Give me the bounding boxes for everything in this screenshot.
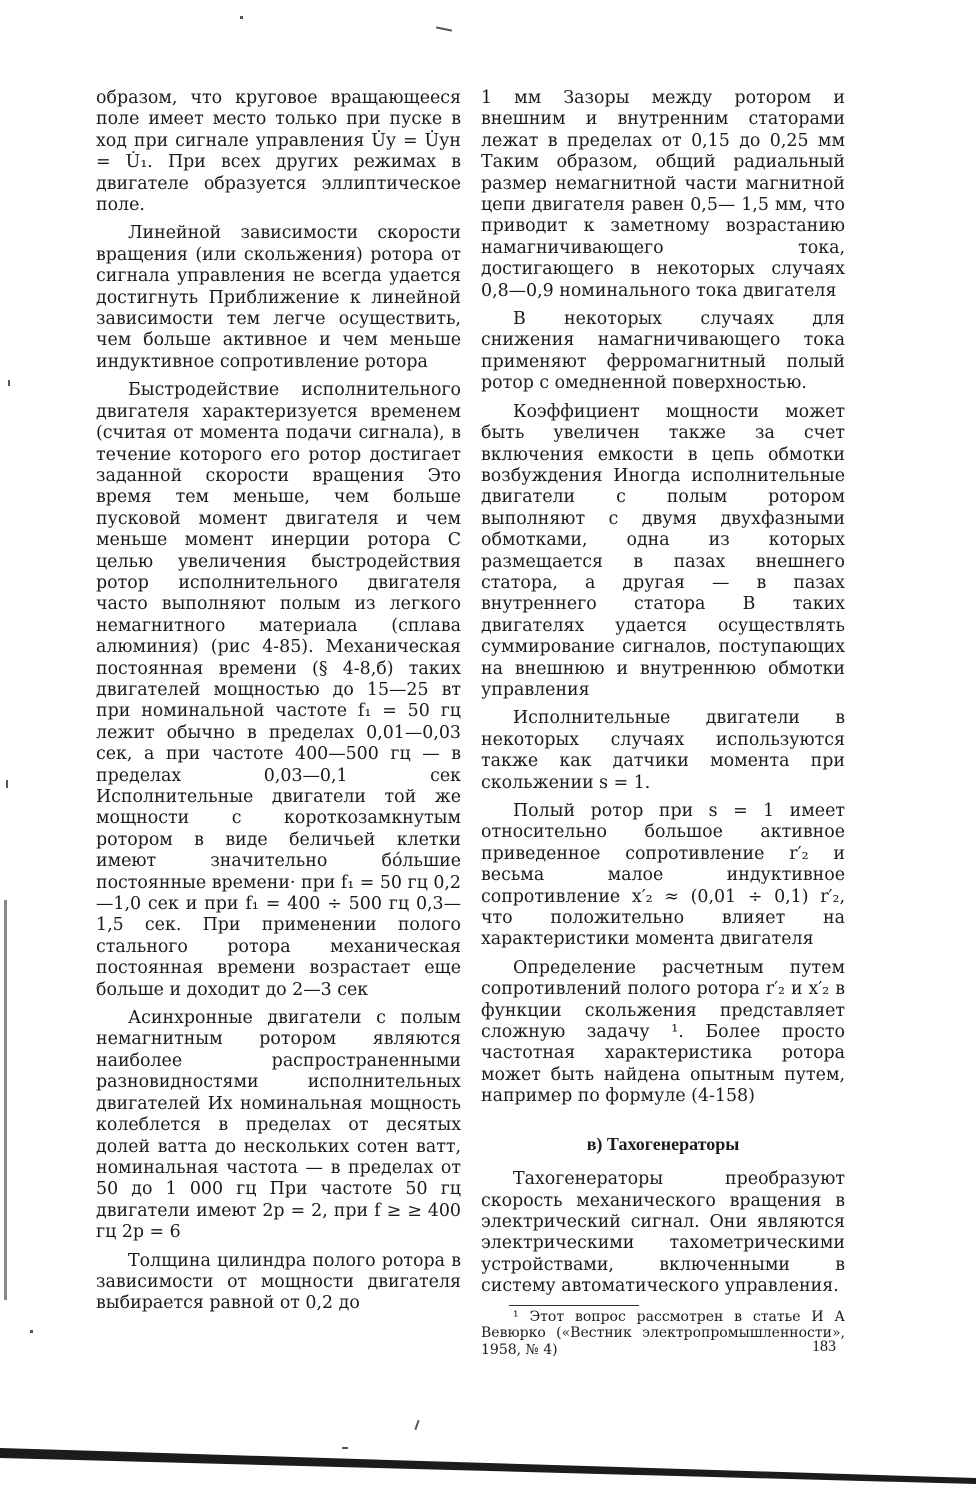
footnote: ¹ Этот вопрос рассмотрен в статье И А Вевюрко («Вестник электропромышленности», 1958, № 4) xyxy=(481,1308,845,1358)
paragraph: Коэффициент мощности может быть увеличен также за счет включения емкости в цепь обмотки возбуждения Иногда исполнительные двигатели с полым ротором выполняют с двумя двухфазными обмотками, одна из которых размещается в пазах внешнего статора, а другая — в пазах внутреннего статора В таких двигателях удается осуществлять суммирование сигналов, поступающих на внешнюю и внутреннюю обмотки управления xyxy=(481,401,845,700)
paragraph: Исполнительные двигатели в некоторых случаях используются также как датчики момента при скольжении s = 1. xyxy=(481,708,845,793)
scan-mark xyxy=(414,1420,419,1430)
section-heading: в) Тахогенераторы xyxy=(586,1133,740,1154)
paragraph: Толщина цилиндра полого ротора в зависимости от мощности двигателя выбирается равной от 0,2 до xyxy=(96,1250,461,1314)
paragraph: Полый ротор при s = 1 имеет относительно большое активное приведенное сопротивление r′₂ и весьма малое индуктивное сопротивление x′₂ ≈ (0,01 ÷ 0,1) r′₂, что положительно влияет на характеристики момента двигателя xyxy=(481,801,845,950)
scan-binding-shadow xyxy=(0,1448,976,1490)
paragraph: В некоторых случаях для снижения намагничивающего тока применяют ферромагнитный полый ротор с омедненной поверхностью. xyxy=(481,309,845,394)
scan-mark xyxy=(8,380,10,386)
paragraph: образом, что круговое вращающееся поле имеет место только при пуске в ход при сигнале управления U̇у = U̇ун = U̇₁. При всех других режимах в двигателе образуется эллиптическое поле. xyxy=(96,88,461,216)
scan-mark xyxy=(4,900,7,1300)
scan-mark xyxy=(30,1330,33,1333)
footnote-divider xyxy=(509,1305,639,1306)
right-column xyxy=(481,88,845,1365)
page-number: 183 xyxy=(812,1338,836,1355)
left-column xyxy=(96,88,461,1322)
paragraph: Асинхронные двигатели с полым немагнитным ротором являются наиболее распространенными разновидностями исполнительных двигателей Их номинальная мощность колеблется в пределах от десятых долей ватта до нескольких сотен ватт, номинальная частота — в пределах от 50 до 1 000 гц При частоте 50 гц двигатели имеют 2p = 2, при f ≥ ≥ 400 гц 2p = 6 xyxy=(96,1008,461,1243)
paragraph: Быстродействие исполнительного двигателя характеризуется временем (считая от момента подачи сигнала), в течение которого его ротор достигает заданной скорости вращения Это время тем меньше, чем больше пусковой момент двигателя и чем меньше момент инерции ротора С целью увеличения быстродействия ротор исполнительного двигателя часто выполняют полым из легкого немагнитного материала (сплава алюминия) (рис 4-85). Механическая постоянная времени (§ 4-8,б) таких двигателей мощностью до 15—25 вт при номинальной частоте f₁ = 50 гц лежит обычно в пределах 0,01—0,03 сек, а при частоте 400—500 гц — в пределах 0,03—0,1 сек Исполнительные двигатели той же мощности с короткозамкнутым ротором в виде беличьей клетки имеют значительно бо́льшие постоянные времени· при f₁ = 50 гц 0,2—1,0 сек и при f₁ = 400 ÷ 500 гц 0,3—1,5 сек. При применении полого стального ротора механическая постоянная времени возрастает еще больше и доходит до 2—3 сек xyxy=(96,380,461,1000)
paragraph: Тахогенераторы преобразуют скорость механического вращения в электрический сигнал. Они являются электрическими тахометрическими устройствами, включенными в систему автоматического управления. xyxy=(481,1169,845,1297)
paragraph: Определение расчетным путем сопротивлений полого ротора r′₂ и x′₂ в функции скольжения представляет сложную задачу ¹. Более просто частотная характеристика ротора может быть найдена опытным путем, например по формуле (4-158) xyxy=(481,957,845,1107)
paragraph: Линейной зависимости скорости вращения (или скольжения) ротора от сигнала управления не всегда удается достигнуть Приближение к линейной зависимости тем легче осуществить, чем больше активное и чем меньше индуктивное сопротивление ротора xyxy=(96,223,461,372)
scan-mark xyxy=(436,26,452,31)
scan-mark xyxy=(240,16,243,19)
paragraph: 1 мм Зазоры между ротором и внешним и внутренним статорами лежат в пределах от 0,15 до 0,25 мм Таким образом, общий радиальный размер немагнитной части магнитной цепи двигателя равен 0,5— 1,5 мм, что приводит к заметному возрастанию намагничивающего тока, достигающего в некоторых случаях 0,8—0,9 номинального тока двигателя xyxy=(481,88,845,301)
scan-mark xyxy=(6,780,8,788)
